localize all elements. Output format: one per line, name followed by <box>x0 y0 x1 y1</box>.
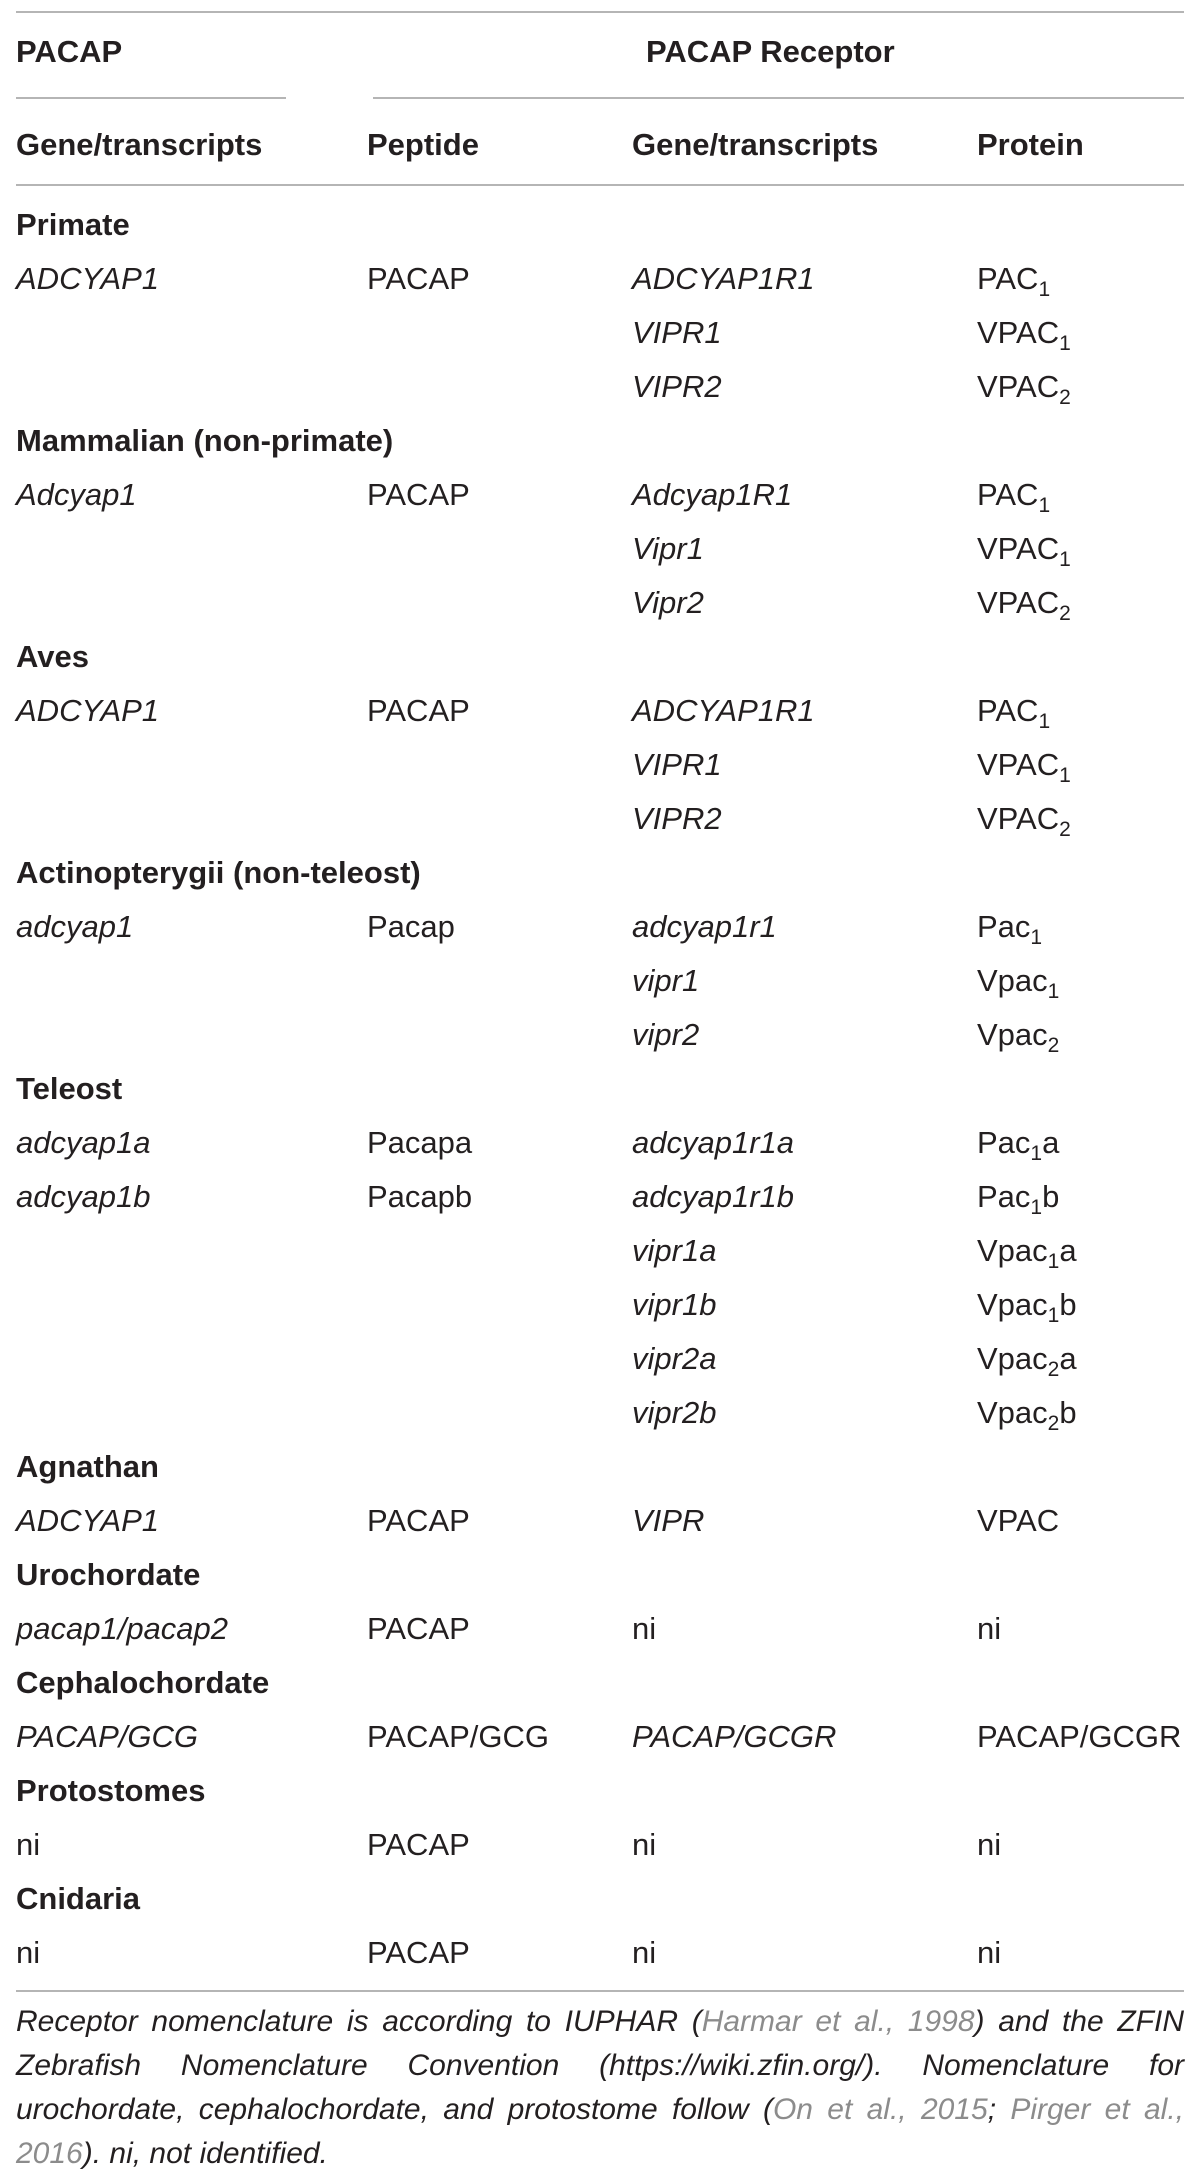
cell-peptide: PACAP <box>367 261 470 296</box>
cell-receptor-gene: ni <box>632 1827 657 1862</box>
cell-gene: ADCYAP1 <box>16 1503 160 1538</box>
cell-receptor-gene: Adcyap1R1 <box>632 477 793 512</box>
protein-base: VPAC <box>977 585 1060 620</box>
protein-base: ni <box>977 1935 1002 1970</box>
protein-base: VPAC <box>977 369 1060 404</box>
protein-base: Vpac <box>977 1287 1048 1322</box>
cell-receptor-gene: VIPR <box>632 1503 705 1538</box>
cell-peptide: Pacapa <box>367 1125 473 1160</box>
column-header-protein: Protein <box>977 127 1084 162</box>
protein-subscript: 1 <box>1059 548 1071 571</box>
cell-receptor-gene: VIPR2 <box>632 369 722 404</box>
group-label: Cephalochordate <box>16 1665 270 1700</box>
caption-ref-on[interactable]: On et al., 2015 <box>772 2093 988 2126</box>
cell-protein <box>977 529 1071 569</box>
protein-subscript: 1 <box>1047 1250 1060 1273</box>
group-label: Actinopterygii (non-teleost) <box>16 855 421 890</box>
protein-base: Vpac <box>977 1233 1048 1268</box>
group-label: Agnathan <box>16 1449 159 1484</box>
cell-protein <box>977 1285 1077 1325</box>
cell-receptor-gene: vipr2a <box>632 1341 717 1376</box>
group-label: Urochordate <box>16 1557 201 1592</box>
protein-base: Pac <box>977 1179 1031 1214</box>
cell-protein <box>977 583 1071 623</box>
caption-ref-harmar[interactable]: Harmar et al., 1998 <box>701 2005 975 2038</box>
caption-text-4: ). ni, not identified. <box>82 2137 328 2170</box>
cell-protein <box>977 691 1050 731</box>
header-group-pacap: PACAP <box>16 34 123 69</box>
cell-protein <box>977 367 1071 407</box>
column-header-peptide: Peptide <box>367 127 479 162</box>
protein-subscript: 2 <box>1059 386 1071 409</box>
group-label: Aves <box>16 639 89 674</box>
cell-peptide: Pacapb <box>367 1179 473 1214</box>
protein-base: Vpac <box>977 1395 1048 1430</box>
header-bottom-rule <box>16 184 1184 186</box>
cell-peptide: PACAP <box>367 1827 470 1862</box>
cell-gene: ni <box>16 1827 41 1862</box>
cell-protein <box>977 1123 1059 1163</box>
protein-base: ni <box>977 1611 1002 1646</box>
protein-base: Vpac <box>977 963 1048 998</box>
group-rule-receptor <box>373 97 1184 99</box>
group-label: Mammalian (non-primate) <box>16 423 394 458</box>
protein-base: VPAC <box>977 531 1060 566</box>
column-header-receptor-gene: Gene/transcripts <box>632 127 879 162</box>
protein-subscript: 2 <box>1047 1412 1060 1435</box>
cell-receptor-gene: ADCYAP1R1 <box>632 261 815 296</box>
protein-base: Vpac <box>977 1341 1048 1376</box>
protein-suffix: a <box>1059 1341 1077 1376</box>
protein-base: VPAC <box>977 801 1060 836</box>
protein-suffix: b <box>1059 1395 1077 1430</box>
cell-gene: ADCYAP1 <box>16 261 160 296</box>
protein-subscript: 1 <box>1038 278 1051 301</box>
cell-receptor-gene: vipr2b <box>632 1395 717 1430</box>
protein-subscript: 2 <box>1047 1358 1060 1381</box>
top-rule <box>16 11 1184 13</box>
protein-base: Vpac <box>977 1017 1048 1052</box>
table-caption <box>16 2000 1184 2176</box>
protein-base: PACAP/GCGR <box>977 1719 1182 1754</box>
group-label: Primate <box>16 207 130 242</box>
cell-peptide: PACAP <box>367 1935 470 1970</box>
cell-gene: adcyap1 <box>16 909 134 944</box>
cell-receptor-gene: VIPR1 <box>632 315 722 350</box>
column-header-gene: Gene/transcripts <box>16 127 263 162</box>
cell-protein <box>977 1177 1059 1217</box>
caption-text-1: Receptor nomenclature is according to IUPHAR ( <box>16 2005 702 2038</box>
cell-protein <box>977 1339 1077 1379</box>
protein-suffix: a <box>1042 1125 1060 1160</box>
cell-receptor-gene: adcyap1r1b <box>632 1179 795 1214</box>
protein-subscript: 1 <box>1030 1196 1043 1219</box>
group-rule-pacap <box>16 97 286 99</box>
protein-suffix: b <box>1059 1287 1077 1322</box>
protein-subscript: 2 <box>1059 818 1071 841</box>
cell-gene: pacap1/pacap2 <box>16 1611 229 1646</box>
cell-receptor-gene: adcyap1r1a <box>632 1125 795 1160</box>
cell-receptor-gene: VIPR2 <box>632 801 722 836</box>
protein-subscript: 2 <box>1047 1034 1060 1057</box>
protein-base: ni <box>977 1827 1002 1862</box>
cell-gene: adcyap1a <box>16 1125 151 1160</box>
cell-peptide: Pacap <box>367 909 455 944</box>
group-label: Cnidaria <box>16 1881 141 1916</box>
cell-protein <box>977 313 1071 353</box>
protein-subscript: 1 <box>1047 1304 1060 1327</box>
protein-suffix: b <box>1042 1179 1060 1214</box>
cell-gene: Adcyap1 <box>16 477 137 512</box>
cell-peptide: PACAP <box>367 477 470 512</box>
protein-suffix: a <box>1059 1233 1077 1268</box>
cell-protein <box>977 1501 1059 1541</box>
cell-protein <box>977 1933 1001 1973</box>
cell-protein <box>977 1393 1077 1433</box>
protein-base: Pac <box>977 1125 1031 1160</box>
protein-subscript: 1 <box>1038 494 1051 517</box>
cell-protein <box>977 1609 1001 1649</box>
protein-base: VPAC <box>977 1503 1060 1538</box>
caption-text-2: ) and the ZFIN Zebrafish Nomenclature Convention (https://wiki.zfin.org/). Nomenclature for urochordate, cephalochordate, and protostome follow ( <box>16 2005 1184 2126</box>
cell-receptor-gene: adcyap1r1 <box>632 909 777 944</box>
caption-text-3: ; <box>987 2093 1011 2126</box>
cell-receptor-gene: vipr1 <box>632 963 700 998</box>
cell-peptide: PACAP/GCG <box>367 1719 550 1754</box>
table-bottom-rule <box>16 1990 1184 1992</box>
protein-subscript: 1 <box>1038 710 1051 733</box>
cell-receptor-gene: vipr1a <box>632 1233 717 1268</box>
cell-gene: PACAP/GCG <box>16 1719 199 1754</box>
cell-protein <box>977 1717 1181 1757</box>
cell-receptor-gene: ADCYAP1R1 <box>632 693 815 728</box>
cell-receptor-gene: VIPR1 <box>632 747 722 782</box>
cell-protein <box>977 745 1071 785</box>
protein-subscript: 1 <box>1030 1142 1043 1165</box>
cell-protein <box>977 1015 1059 1055</box>
protein-base: VPAC <box>977 747 1060 782</box>
group-label: Teleost <box>16 1071 123 1106</box>
protein-subscript: 1 <box>1047 980 1060 1003</box>
cell-protein <box>977 1231 1077 1271</box>
cell-receptor-gene: vipr1b <box>632 1287 717 1322</box>
cell-gene: adcyap1b <box>16 1179 151 1214</box>
cell-protein <box>977 961 1059 1001</box>
header-group-receptor: PACAP Receptor <box>646 34 895 69</box>
cell-receptor-gene: ni <box>632 1935 657 1970</box>
cell-protein <box>977 259 1050 299</box>
cell-protein <box>977 475 1050 515</box>
cell-receptor-gene: vipr2 <box>632 1017 700 1052</box>
group-label: Protostomes <box>16 1773 206 1808</box>
cell-gene: ni <box>16 1935 41 1970</box>
protein-subscript: 1 <box>1059 332 1071 355</box>
protein-base: PAC <box>977 693 1039 728</box>
protein-subscript: 1 <box>1030 926 1043 949</box>
cell-receptor-gene: PACAP/GCGR <box>632 1719 837 1754</box>
protein-base: VPAC <box>977 315 1060 350</box>
protein-base: PAC <box>977 477 1039 512</box>
cell-protein <box>977 907 1042 947</box>
cell-protein <box>977 799 1071 839</box>
cell-receptor-gene: ni <box>632 1611 657 1646</box>
cell-peptide: PACAP <box>367 693 470 728</box>
cell-receptor-gene: Vipr1 <box>632 531 704 566</box>
cell-protein <box>977 1825 1001 1865</box>
cell-peptide: PACAP <box>367 1611 470 1646</box>
protein-base: PAC <box>977 261 1039 296</box>
protein-subscript: 1 <box>1059 764 1071 787</box>
cell-gene: ADCYAP1 <box>16 693 160 728</box>
protein-base: Pac <box>977 909 1031 944</box>
caption-ref-pirger[interactable]: Pirger et al., 2016 <box>16 2093 1185 2170</box>
cell-peptide: PACAP <box>367 1503 470 1538</box>
cell-receptor-gene: Vipr2 <box>632 585 704 620</box>
protein-subscript: 2 <box>1059 602 1071 625</box>
